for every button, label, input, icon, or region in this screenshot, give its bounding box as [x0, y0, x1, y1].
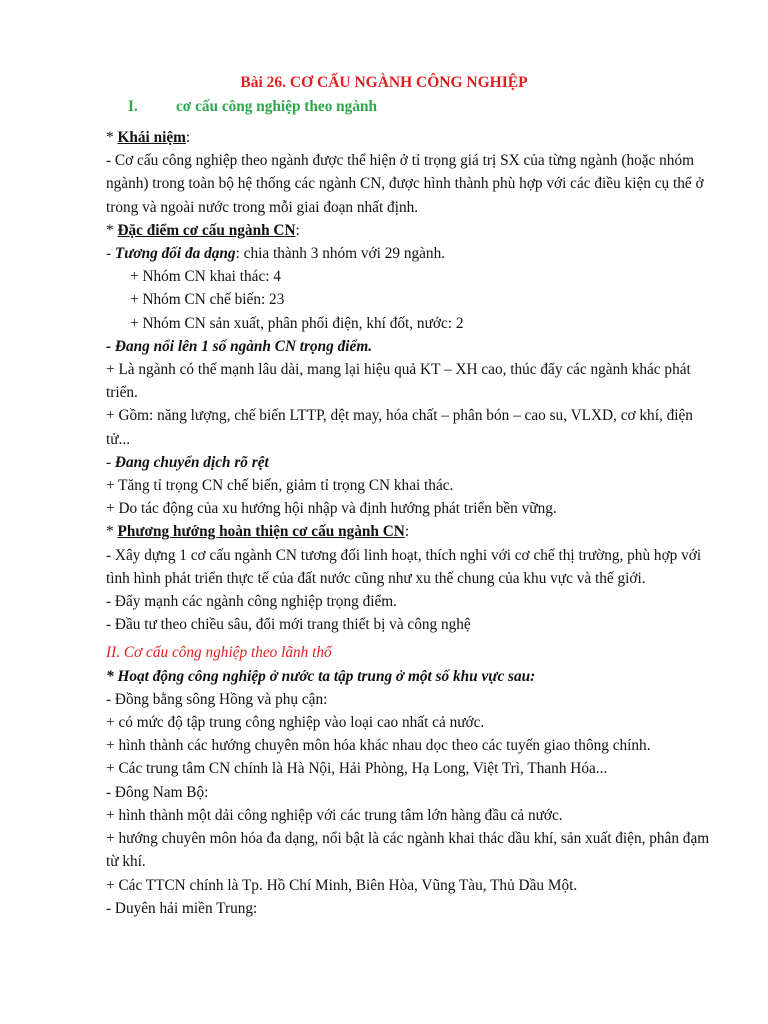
group-item: + Nhóm CN chế biến: 23 — [130, 291, 285, 309]
dash: - — [106, 245, 115, 263]
point-1-text: : chia thành 3 nhóm với 29 ngành. — [235, 245, 446, 263]
region-line: + Các trung tâm CN chính là Hà Nội, Hải Phòng, Hạ Long, Việt Trì, Thanh Hóa... — [106, 760, 608, 778]
document-body — [106, 126, 718, 920]
region-line: + hình thành các hướng chuyên môn hóa khác nhau dọc theo các tuyến giao thông chính. — [106, 737, 651, 755]
bullet-star: * — [106, 221, 118, 239]
khai-niem-text: - Cơ cấu công nghiệp theo ngành được thể hiện ở tỉ trọng giá trị SX của từng ngành (hoặc nhóm ngành) trong toàn bộ hệ thống các ngành CN, được hình thành phù hợp với các điều kiện cụ thể ở trong và ngoài nước trong mỗi giai đoạn nhất định. — [106, 152, 704, 216]
dac-diem-point-2: - Đang nổi lên 1 số ngành CN trọng điểm. — [106, 337, 373, 355]
point-2-item: + Là ngành có thế mạnh lâu dài, mang lại hiệu quả KT – XH cao, thúc đẩy các ngành khác phát triển. — [106, 361, 691, 402]
group-item: + Nhóm CN sản xuất, phân phối điện, khí đốt, nước: 2 — [130, 314, 464, 332]
dac-diem-point-3 — [106, 451, 718, 474]
region-line: - Đông Nam Bộ: — [106, 783, 209, 801]
phuong-huong-label: Phương hướng hoàn thiện cơ cấu ngành CN — [117, 523, 405, 541]
phuong-huong-heading — [106, 520, 718, 543]
section-1-title: cơ cấu công nghiệp theo ngành — [176, 98, 377, 115]
bullet-star: * — [106, 129, 118, 146]
khai-niem-colon: : — [185, 129, 191, 146]
dac-diem-colon: : — [295, 221, 300, 239]
region-line: - Đồng bằng sông Hồng và phụ cận: — [106, 690, 328, 708]
region-line: + hướng chuyên môn hóa đa dạng, nổi bật là các ngành khai thác dầu khí, sản xuất điện, phân đạm từ khí. — [106, 830, 710, 871]
bullet-star: * — [106, 523, 118, 541]
section-2-intro: * Hoạt động công nghiệp ở nước ta tập trung ở một số khu vực sau: — [106, 667, 536, 685]
dac-diem-heading — [106, 219, 718, 242]
khai-niem-heading — [106, 126, 718, 149]
khai-niem-label: Khái niệm — [117, 129, 186, 146]
section-2-heading: II. Cơ cấu công nghiệp theo lãnh thổ — [106, 644, 332, 662]
dac-diem-label: Đặc điểm cơ cấu ngành CN — [117, 221, 296, 239]
region-line: + hình thành một dải công nghiệp với các trung tâm lớn hàng đầu cả nước. — [106, 806, 563, 824]
point-3-item: + Tăng tỉ trọng CN chế biến, giảm tỉ trọng CN khai thác. — [106, 477, 454, 495]
phuong-huong-item: - Đầu tư theo chiều sâu, đổi mới trang thiết bị và công nghệ — [106, 616, 471, 634]
phuong-huong-colon: : — [404, 523, 410, 541]
point-3-label: Đang chuyển dịch rõ rệt — [114, 453, 269, 471]
point-3-item: + Do tác động của xu hướng hội nhập và định hướng phát triển bền vững. — [106, 500, 557, 518]
point-2-item: + Gồm: năng lượng, chế biến LTTP, dệt may, hóa chất – phân bón – cao su, VLXD, cơ khí, điện tử... — [106, 407, 693, 448]
group-item: + Nhóm CN khai thác: 4 — [130, 268, 281, 286]
section-1-heading — [128, 96, 377, 118]
region-line: + có mức độ tập trung công nghiệp vào loại cao nhất cả nước. — [106, 714, 485, 732]
section-1-number: I. — [128, 98, 138, 115]
page-title: Bài 26. CƠ CẤU NGÀNH CÔNG NGHIỆP — [240, 74, 528, 91]
region-line: + Các TTCN chính là Tp. Hồ Chí Minh, Biên Hòa, Vũng Tàu, Thủ Dầu Một. — [106, 876, 578, 894]
phuong-huong-item: - Đẩy mạnh các ngành công nghiệp trọng điểm. — [106, 593, 397, 611]
phuong-huong-item: - Xây dựng 1 cơ cấu ngành CN tương đối linh hoạt, thích nghi với cơ chế thị trường, phù hợp với tình hình phát triển thực tế của đất nước cũng như xu thế chung của khu vực và thế giới. — [106, 546, 702, 587]
point-1-label: Tương đối đa dạng — [114, 245, 236, 263]
dash: - — [106, 453, 115, 471]
dac-diem-point-1 — [106, 242, 718, 265]
region-line: - Duyên hải miền Trung: — [106, 899, 258, 917]
